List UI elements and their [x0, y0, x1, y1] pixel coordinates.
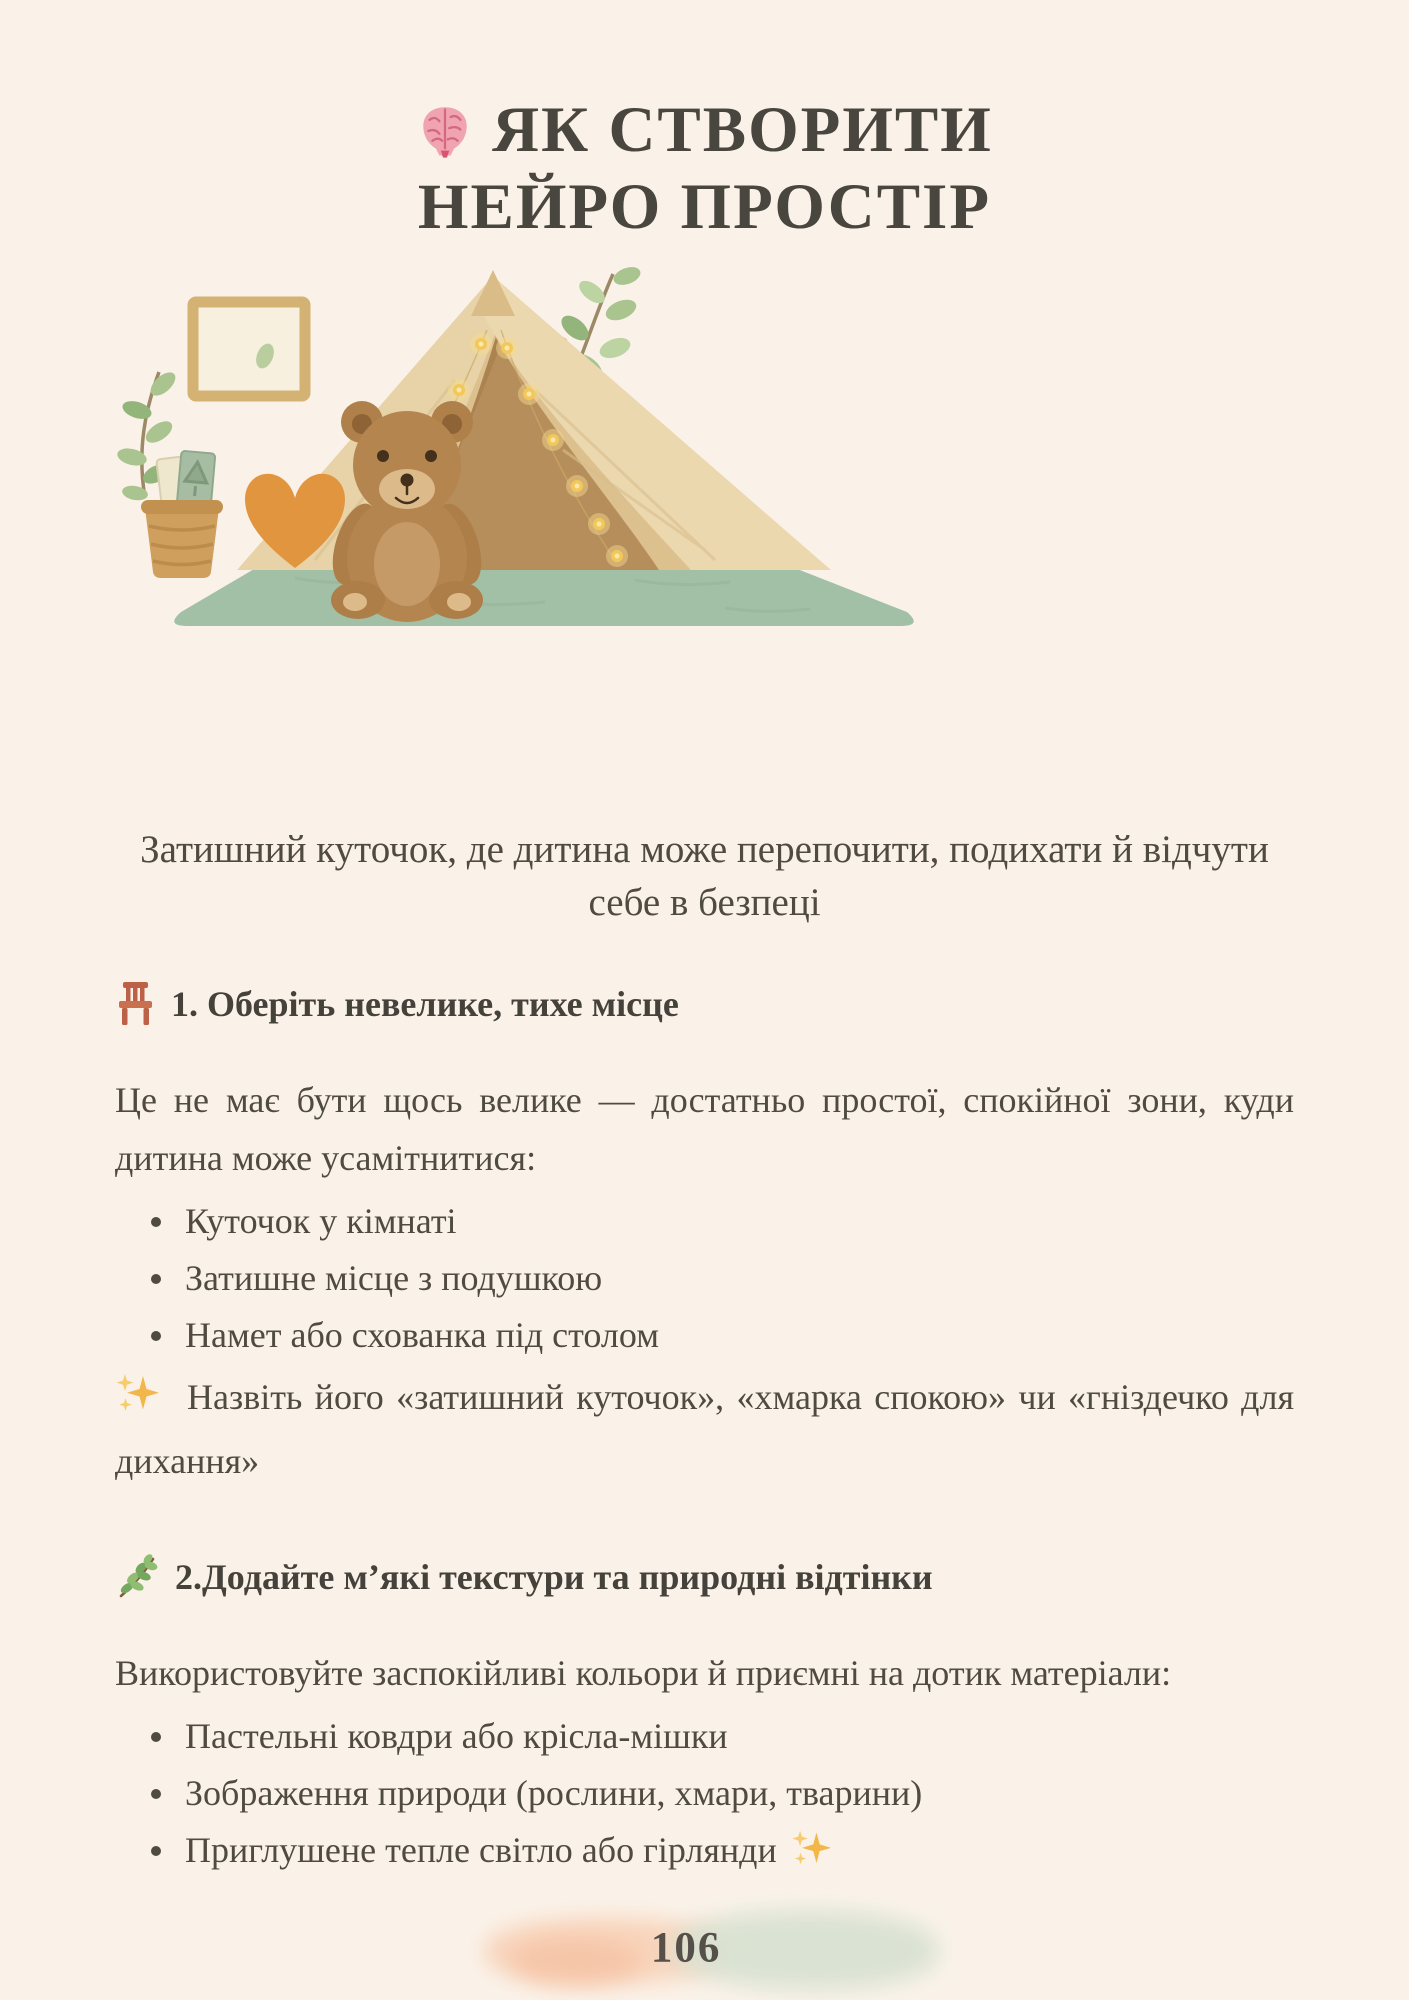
title-text-line1: ЯК СТВОРИТИ [492, 94, 993, 166]
chair-icon [115, 982, 155, 1026]
section-2-bullet-3-text: Приглушене тепле світло або гірлянди [185, 1830, 777, 1870]
section-1-heading [115, 981, 1294, 1027]
list-item: Затишне місце з подушкою [115, 1250, 1294, 1307]
section-2-heading [115, 1554, 1294, 1600]
sparkles-icon [115, 1371, 159, 1432]
footer [484, 1904, 944, 1996]
list-item: Зображення природи (рослини, хмари, тварини) [115, 1765, 1294, 1822]
section-2-bullet-list [115, 1708, 1294, 1885]
list-item [115, 1822, 1294, 1885]
section-1-heading-text: 1. Оберіть невелике, тихе місце [171, 984, 679, 1024]
watercolor-blob-peach-inner [510, 1938, 640, 1986]
brain-icon [416, 103, 474, 159]
section-1-intro: Це не має бути щось велике — достатньо простої, спокійної зони, куди дитина може усамітнитися: [115, 1080, 1294, 1178]
sparkles-icon [791, 1828, 831, 1885]
title-line-1 [115, 92, 1294, 169]
section-1-bullet-list [115, 1193, 1294, 1364]
list-item: Намет або схованка під столом [115, 1307, 1294, 1364]
title-text-line2: НЕЙРО ПРОСТІР [417, 171, 992, 243]
cozy-corner-illustration [115, 260, 995, 640]
page-title [115, 0, 1294, 246]
list-item: Пастельні ковдри або крісла-мішки [115, 1708, 1294, 1765]
section-2-heading-text: 2.Додайте м’які текстури та природні відтінки [175, 1557, 933, 1597]
section-2-intro: Використовуйте заспокійливі кольори й приємні на дотик матеріали: [115, 1653, 1172, 1693]
wall-frame [193, 302, 305, 396]
section-1-note-text: Назвіть його «затишний куточок», «хмарка спокою» чи «гніздечко для дихання» [115, 1377, 1294, 1481]
section-1-note [115, 1368, 1294, 1490]
page-number: 106 [650, 1924, 722, 1972]
title-line-2 [115, 169, 1294, 246]
herb-icon [115, 1554, 159, 1600]
subtitle: Затишний куточок, де дитина може перепочити, подихати й відчути себе в безпеці [140, 828, 1269, 924]
list-item: Куточок у кімнаті [115, 1193, 1294, 1250]
